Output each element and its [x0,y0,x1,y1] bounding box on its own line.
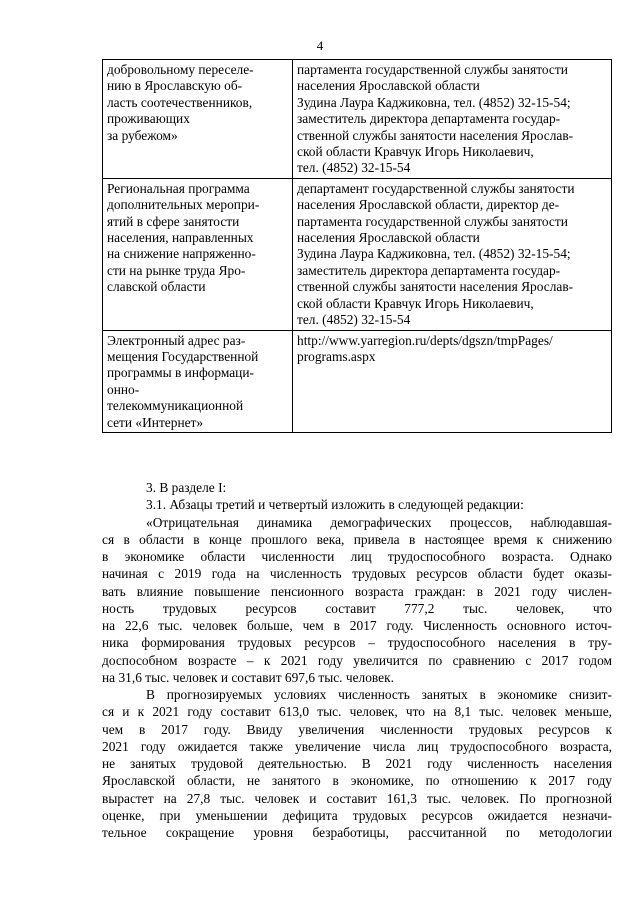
table-row [103,330,612,432]
table-cell-value [293,60,612,179]
cell-text-line: на снижение напряженно- [107,246,256,262]
cell-text-line: Электронный адрес раз- [107,332,246,348]
cell-text-line: партамента государственной службы занятости [297,62,568,77]
text-line: вать влияние повышение пенсионного возраста граждан: в 2021 году числен- [102,583,612,599]
table-cell-name [103,330,293,432]
cell-text-line: ятий в сфере занятости [107,213,240,229]
text-line: 3. В разделе I: [146,480,227,495]
text-line: В прогнозируемых условиях численность занятых в экономике снизит- [146,687,612,702]
text-line: 2021 году ожидается также увеличение числа лиц трудоспособного возраста, [102,738,612,754]
text-line: «Отрицательная динамика демографических процессов, наблюдавшая- [146,514,612,530]
text-line: на 22,6 тыс. человек больше, чем в 2017 году. Численность основного источ- [102,618,612,633]
page-number: 4 [316,38,324,53]
text-line: ся в области в конце прошлого века, привела в настоящее время к снижению [102,531,612,547]
cell-text-line: Региональная программа [107,180,250,196]
text-line: ника формирования трудовых ресурсов – трудоспособного населения в тру- [102,635,612,651]
cell-text-line: ственной службы занятости населения Ярослав- [297,127,574,143]
text-line: оценке, при уменьшении дефицита трудовых ресурсов ожидается незначи- [102,807,612,823]
text-line: на 31,6 тыс. человек и составит 697,6 тыс. человек. [102,669,394,685]
text-line: Ярославской области, не занятого в экономике, по отношению к 2017 году [102,773,612,789]
cell-text-line: ской области Кравчук Игорь Николаевич, [297,295,534,311]
text-line: тельное сокращение уровня безработицы, рассчитанной по методологии [102,825,612,840]
cell-text-line: телекоммуникационной [107,398,244,414]
cell-text-line: тел. (4852) 32-15-54 [297,160,411,176]
cell-text-line: сети «Интернет» [107,414,204,430]
text-line: доспособном возрасте – к 2021 году увеличится по сравнению с 2017 годом [102,652,612,668]
table-cell-value [293,178,612,330]
text-line: ность трудовых ресурсов составит 777,2 тыс. человек, что [102,600,612,616]
cell-text-line: онно- [107,381,140,397]
text-line: 3.1. Абзацы третий и четвертый изложить в следующей редакции: [146,497,524,513]
cell-text-line: за рубежом» [107,127,178,143]
cell-text-line: добровольному переселе- [107,62,254,77]
cell-text-line: Зудина Лаура Каджиковна, тел. (4852) 32-15-54; [297,94,571,110]
cell-text-line: ственной службы занятости населения Ярослав- [297,279,574,295]
cell-text-line: населения Ярославской области, директор де- [297,197,560,213]
cell-text-line: программы в информаци- [107,365,254,381]
cell-text-line: населения Ярославской области [297,78,480,94]
table-cell-value [293,330,612,432]
program-info-table [102,59,612,433]
cell-text-line: нию в Ярославскую об- [107,78,243,94]
cell-text-line: http://www.yarregion.ru/depts/dgszn/tmpPages/ [297,332,553,348]
table-cell-name [103,178,293,330]
text-line: чем в 2017 году. Ввиду увеличения численности трудовых ресурсов к [102,721,612,737]
text-line: в экономике области численности лиц трудоспособного возраста. Однако [102,549,612,564]
text-line: начиная с 2019 года на численность трудовых ресурсов области будет оказы- [102,566,612,582]
text-line: ся и к 2021 году составит 613,0 тыс. человек, что на 8,1 тыс. человек меньше, [102,704,612,720]
cell-text-line: заместитель директора департамента государ- [297,262,561,278]
cell-text-line: заместитель директора департамента государ- [297,111,561,127]
cell-text-line: Зудина Лаура Каджиковна, тел. (4852) 32-15-54; [297,246,571,262]
table-cell-name [103,60,293,179]
cell-text-line: ласть соотечественников, [107,94,253,110]
cell-text-line: тел. (4852) 32-15-54 [297,312,411,328]
cell-text-line: проживающих [107,111,190,127]
cell-text-line: населения, направленных [107,230,254,246]
table-body [103,60,612,433]
table-row [103,60,612,179]
cell-text-line: департамент государственной службы занятости [297,180,575,196]
cell-text-line: населения Ярославской области [297,230,480,246]
body-text [102,479,612,841]
cell-text-line: сти на рынке труда Яро- [107,262,246,278]
cell-text-line: programs.aspx [297,348,376,364]
cell-text-line: партамента государственной службы занятости [297,213,568,229]
text-line: вырастет на 27,8 тыс. человек и составит 161,3 тыс. человек. По прогнозной [102,790,612,806]
cell-text-line: ской области Кравчук Игорь Николаевич, [297,144,534,160]
table-row [103,178,612,330]
text-line: не занятых трудовой деятельностью. В 2021 году численность населения [102,756,612,771]
cell-text-line: дополнительных меропри- [107,197,260,213]
cell-text-line: славской области [107,279,206,295]
cell-text-line: мещения Государственной [107,348,259,364]
